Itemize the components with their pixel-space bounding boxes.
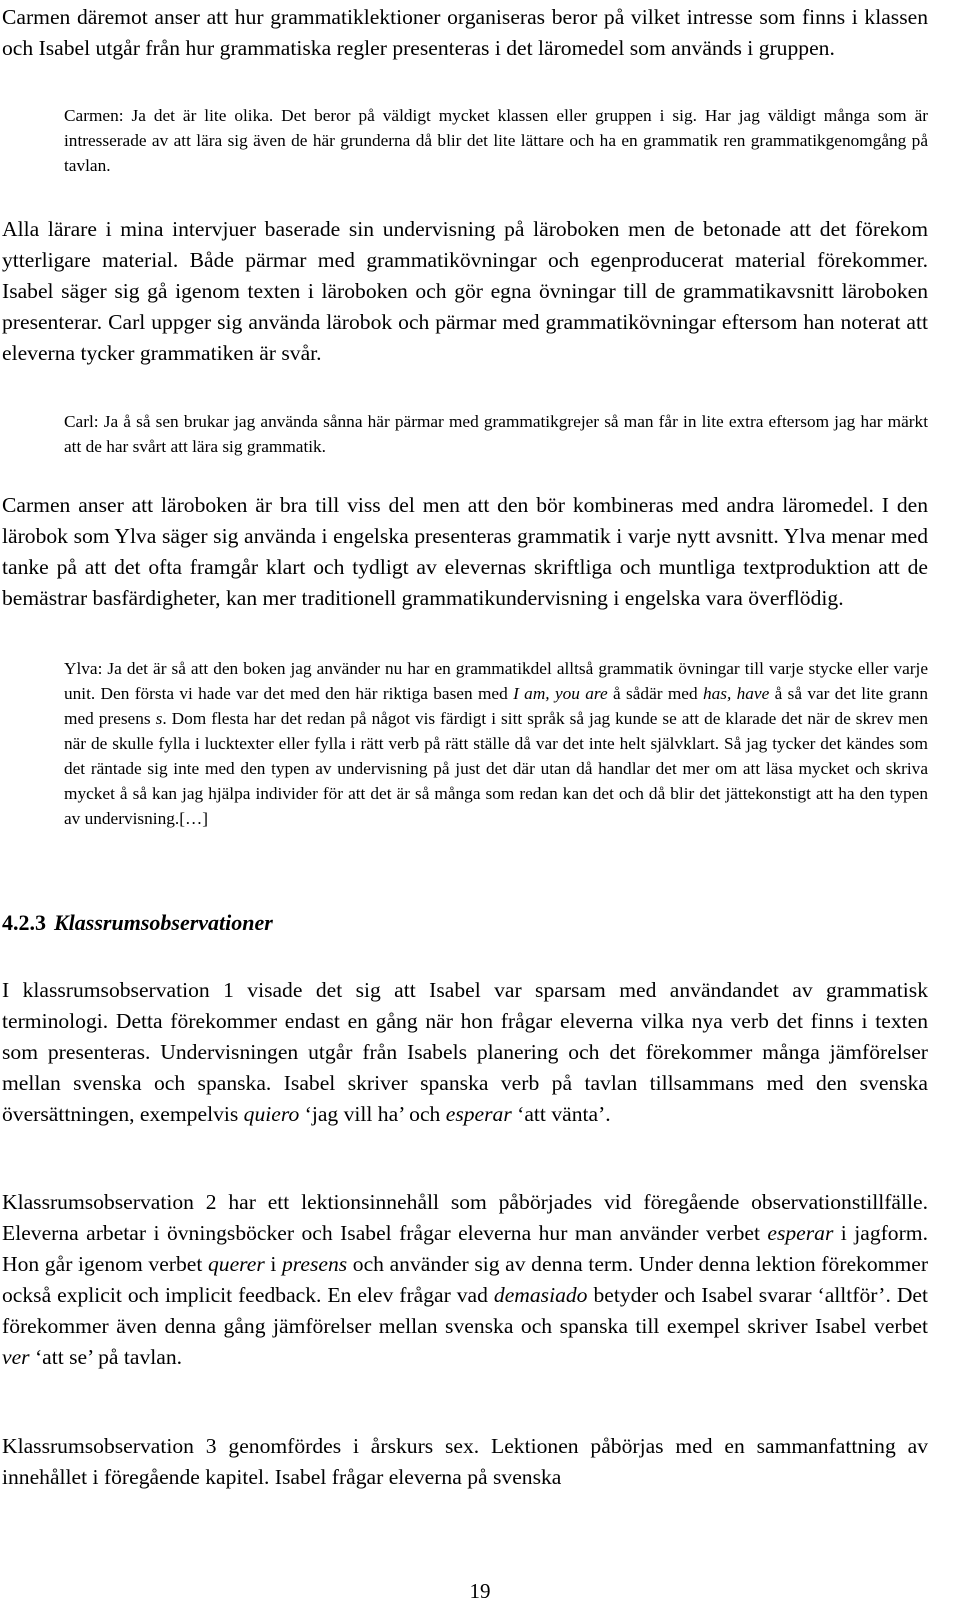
paragraph-text: Carmen däremot anser att hur grammatiklektioner organiseras beror på vilket intresse som finns i klassen och Isabel utgår från hur grammatiska regler presenteras i det läromedel som används i gruppen. xyxy=(2,5,928,60)
paragraph-text-part: ‘att vänta’. xyxy=(511,1102,611,1126)
paragraph-text: Alla lärare i mina intervjuer baserade sin undervisning på läroboken men de betonade att det förekom ytterligare material. Både pärmar med grammatikövningar och egenproducerat material förekommer. Isabel säger sig gå igenom texten i läroboken och gör egna övningar till de grammatikavsnitt läroboken presenterar. Carl uppger sig använda lärobok och pärmar med grammatikövningar eftersom han noterat att eleverna tycker grammatiken är svår. xyxy=(2,217,928,365)
paragraph-text: Klassrumsobservation 3 genomfördes i årskurs sex. Lektionen påbörjas med en sammanfattning av innehållet i föregående kapitel. Isabel frågar eleverna på svenska xyxy=(2,1434,928,1489)
paragraph-text-part: Klassrumsobservation 2 har ett lektionsinnehåll som påbörjades vid föregående observationstillfälle. Eleverna arbetar i övningsböcker och Isabel frågar eleverna hur man använder verbet xyxy=(2,1190,928,1245)
quote-text-part: å så var det lite grann med presens xyxy=(64,684,928,728)
paragraph-observation-2 xyxy=(2,1187,928,1373)
paragraph-emphasis: presens xyxy=(282,1252,348,1276)
paragraph-text-part: ‘jag vill ha’ och xyxy=(299,1102,446,1126)
paragraph-emphasis: esperar xyxy=(767,1221,834,1245)
paragraph-teaching-materials xyxy=(2,214,928,369)
paragraph-carmen-ylva xyxy=(2,490,928,614)
paragraph-text-part: I klassrumsobservation 1 visade det sig att Isabel var sparsam med användandet av grammatisk terminologi. Detta förekommer endast en gång när hon frågar eleverna vilka nya verb det finns i texten som presenteras. Undervisningen utgår från Isabels planering och det förekommer många jämförelser mellan svenska och spanska. Isabel skriver spanska verb på tavlan tillsammans med den svenska översättningen, exempelvis xyxy=(2,978,928,1126)
quote-carl xyxy=(64,409,928,459)
paragraph-emphasis: quiero xyxy=(243,1102,300,1126)
quote-carmen xyxy=(64,103,928,178)
quote-text-part: å sådär med xyxy=(607,684,703,703)
paragraph-text-part: i xyxy=(264,1252,282,1276)
paragraph-text-part: i jagform. Hon går igenom verbet xyxy=(2,1221,928,1276)
paragraph-emphasis: querer xyxy=(207,1252,265,1276)
page-number: 19 xyxy=(469,1579,491,1603)
quote-text-part: Ylva: Ja det är så att den boken jag använder nu har en grammatikdel alltså grammatik övningar till varje stycke eller varje unit. Den första vi hade var det med den här riktiga basen med xyxy=(64,659,928,703)
paragraph-emphasis: ver xyxy=(2,1345,30,1369)
paragraph-emphasis: demasiado xyxy=(493,1283,588,1307)
quote-ylva xyxy=(64,656,928,831)
paragraph-emphasis: esperar xyxy=(445,1102,512,1126)
paragraph-text-part: betyder och Isabel svarar ‘alltför’. Det förekommer även denna gång jämförelser mellan svenska och spanska till exempel skriver Isabel verbet xyxy=(2,1283,928,1338)
quote-emphasis: I am, you are xyxy=(513,684,608,703)
quote-emphasis: s xyxy=(155,709,163,728)
quote-emphasis: has, have xyxy=(702,684,770,703)
paragraph-text-part: och använder sig av denna term. Under denna lektion förekommer också explicit och implicit feedback. En elev frågar vad xyxy=(2,1252,929,1307)
section-title: Klassrumsobservationer xyxy=(54,910,273,935)
quote-text-part: . Dom flesta har det redan på något vis färdigt i sitt språk så jag kunde se att de klarade det när de skrev men när de skulle fylla i lucktexter eller fylla i rätt verb på rätt ställe då var det inte helt självklart. Så jag tycker det kändes som det räntade sig inte med den typen av undervisning på just det där utan då handlar det mer om att läsa mycket och skriva mycket å så kan jag hjälpa individer för att det är så många som redan kan det och då blir det jättekonstigt att ha den typen av undervisning.[…] xyxy=(64,709,928,828)
section-heading xyxy=(2,908,273,938)
paragraph-observation-3 xyxy=(2,1431,928,1493)
paragraph-carmen-isabel xyxy=(2,2,928,64)
paragraph-text: Carmen anser att läroboken är bra till viss del men att den bör kombineras med andra läromedel. I den lärobok som Ylva säger sig använda i engelska presenteras grammatik i varje nytt avsnitt. Ylva menar med tanke på att det ofta framgår klart och tydligt av elevernas skriftliga och muntliga textproduktion att de bemästrar basfärdigheter, kan mer traditionell grammatikundervisning i engelska vara överflödig. xyxy=(2,493,928,610)
paragraph-text-part: ‘att se’ på tavlan. xyxy=(29,1345,183,1369)
section-number: 4.2.3 xyxy=(2,910,46,935)
paragraph-observation-1 xyxy=(2,975,928,1130)
quote-text: Carmen: Ja det är lite olika. Det beror på väldigt mycket klassen eller gruppen i sig. Har jag väldigt många som är intresserade av att lära sig även de här grunderna då blir det lite lättare och ha en grammatik ren grammatikgenomgång på tavlan. xyxy=(64,106,928,175)
quote-text: Carl: Ja å så sen brukar jag använda sånna här pärmar med grammatikgrejer så man får in lite extra eftersom jag har märkt att de har svårt att lära sig grammatik. xyxy=(64,412,928,456)
